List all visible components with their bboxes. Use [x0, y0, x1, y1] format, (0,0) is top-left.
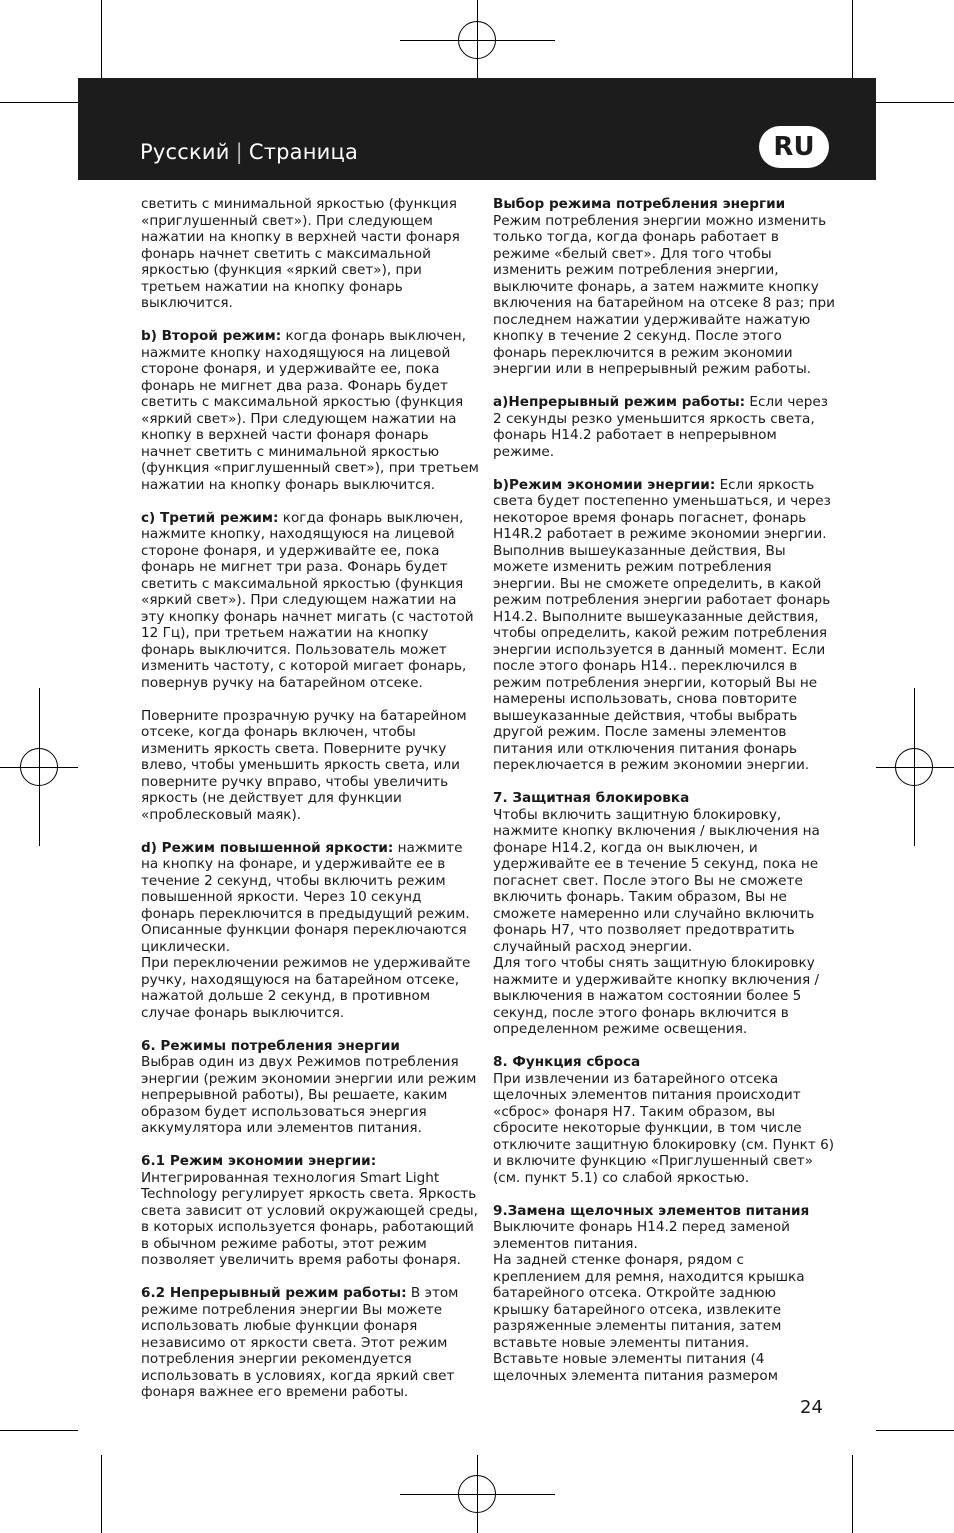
section-6: 6. Режимы потребления энергии Выбрав один из двух Режимов потребления энергии (режим экономии энергии или режим непрерывной работы), Вы решаете, каким образом будет использоваться энергия аккумулятора или элементов питания. [141, 1038, 479, 1137]
section-6-2: 6.2 Непрерывный режим работы: В этом режиме потребления энергии Вы можете использовать любые функции фонаря независимо от яркости света. Этот режим потребления энергии рекомендуется использовать в условиях, когда яркий свет фонаря важнее его времени работы. [141, 1285, 459, 1400]
language-name: Русский [140, 140, 230, 164]
mode-a-label: a)Непрерывный режим работы: [493, 394, 746, 410]
crop-mark [0, 102, 78, 103]
page-number: 24 [800, 1397, 823, 1418]
paragraph-mode-c: c) Третий режим: когда фонарь выключен, нажмите кнопку, находящуюся на лицевой стороне фонаря, и удерживайте ее, пока фонарь не мигнет три раза. Фонарь будет светить с максимальной яркостью (функция «яркий свет»). При следующем нажатии на эту кнопку фонарь начнет мигать (с частотой 12 Гц), при третьем нажатии на кнопку фонарь выключится. Пользователь может изменить частоту, с которой мигает фонарь, повернув ручку на батарейном отсеке. [141, 509, 474, 691]
crop-mark [101, 1455, 102, 1533]
section-heading: 7. Защитная блокировка [493, 790, 690, 806]
mode-b-label: b)Режим экономии энергии: [493, 476, 716, 493]
mode-c-label: c) Третий режим: [141, 509, 279, 526]
section-heading: 6. Режимы потребления энергии [141, 1037, 400, 1054]
mode-b-label: b) Второй режим: [141, 328, 282, 344]
section-7: 7. Защитная блокировка Чтобы включить защитную блокировку, нажмите кнопку включения / выключения на фонаре H14.2, когда он выключен, и удерживайте ее в течение 5 секунд, пока не погаснет свет. После этого Вы не сможете включить фонарь. Таким образом, Вы не сможете намеренно или случайно включить фонарь H7, что позволяет предотвратить случайный расход энергии. [493, 790, 835, 955]
crop-mark [852, 0, 853, 78]
paragraph: На задней стенке фонаря, рядом с креплением для ремня, находится крышка батарейного отсека. Откройте заднюю крышку батарейного отсека, извлеките разряженные элементы питания, затем вставьте новые элементы питания. [493, 1252, 805, 1351]
paragraph: При переключении режимов не удерживайте ручку, находящуюся на батарейном отсеке, нажатой дольше 2 секунд, в противном случае фонарь выключится. [141, 955, 471, 1021]
crop-mark [876, 102, 954, 103]
section-6-1: 6.1 Режим экономии энергии: Интегрированная технология Smart Light Technology регулирует яркость света. Яркость света зависит от условий окружающей среды, в которых используется фонарь, работающий в обычном режиме работы, этот режим позволяет увеличить время работы фонаря. [141, 1153, 478, 1268]
crop-mark [0, 1430, 78, 1431]
header-title [140, 140, 358, 164]
paragraph-mode-b: b) Второй режим: когда фонарь выключен, нажмите кнопку находящуюся на лицевой стороне фонаря, и удерживайте ее, пока фонарь не мигнет два раза. Фонарь будет светить с максимальной яркостью (функция «яркий свет»). При следующем нажатии на кнопку в верхней части фонаря фонарь начнет светить с минимальной яркостью (функция «приглушенный свет»), при третьем нажатии на кнопку фонарь выключится. [141, 328, 479, 493]
section-heading: 8. Функция сброса [493, 1054, 641, 1070]
paragraph-mode-d: d) Режим повышенной яркости: нажмите на кнопку на фонаре, и удерживайте ее в течение 2 секунд, чтобы включить режим повышенной яркости. Через 10 секунд фонарь переключится в предыдущий режим. Описанные функции фонаря переключаются циклически. [141, 839, 470, 955]
paragraph: Вставьте новые элементы питания (4 щелочных элемента питания размером [493, 1351, 778, 1384]
section-heading: Выбор режима потребления энергии [493, 196, 786, 212]
page-header [78, 78, 876, 180]
section-heading: 9.Замена щелочных элементов питания [493, 1202, 810, 1219]
crop-mark [852, 1455, 853, 1533]
section-name: Страница [248, 140, 359, 164]
right-column [493, 196, 835, 1384]
section-9: 9.Замена щелочных элементов питания Выключите фонарь H14.2 перед заменой элементов питания. [493, 1203, 835, 1253]
paragraph-mode-b: b)Режим экономии энергии: Если яркость света будет постепенно уменьшаться, и через некоторое время фонарь погаснет, фонарь H14R.2 работает в режиме экономии энергии. Выполнив вышеуказанные действия, Вы можете изменить режим потребления энергии. Вы не сможете определить, в какой режим потребления энергии работает фонарь H14.2. Выполните вышеуказанные действия, чтобы определить, какой режим потребления энергии используется в данный момент. Если после этого фонарь H14.. переключился в режим потребления энергии, который Вы не намерены использовать, снова повторите вышеуказанные действия, чтобы выбрать другой режим. После замены элементов питания или отключения питания фонарь переключается в режим экономии энергии. [493, 476, 831, 773]
section-8: 8. Функция сброса При извлечении из батарейного отсека щелочных элементов питания происходит «сброс» фонаря H7. Таким образом, вы сбросите некоторые функции, в том числе отключите защитную блокировку (см. Пункт 6) и включите функцию «Приглушенный свет» (см. пункт 5.1) со слабой яркостью. [493, 1054, 835, 1186]
mode-d-label: d) Режим повышенной яркости: [141, 839, 394, 856]
title-separator: | [235, 140, 243, 164]
section-heading: 6.1 Режим экономии энергии: [141, 1153, 377, 1169]
section-heading: 6.2 Непрерывный режим работы: [141, 1285, 407, 1301]
language-badge: RU [759, 126, 829, 168]
left-column [141, 196, 479, 1417]
paragraph-mode-a: a)Непрерывный режим работы: Если через 2 секунды резко уменьшится яркость света, фонарь H14.2 работает в непрерывном режиме. [493, 394, 828, 460]
paragraph: Поверните прозрачную ручку на батарейном отсеке, когда фонарь включен, чтобы изменить яркость света. Поверните ручку влево, чтобы уменьшить яркость света, или поверните ручку вправо, чтобы увеличить яркость (не действует для функции «проблесковый маяк). [141, 707, 467, 823]
paragraph: Для того чтобы снять защитную блокировку нажмите и удерживайте кнопку включения / выключения в нажатом состоянии более 5 секунд, после этого фонарь включится в определенном режиме освещения. [493, 955, 820, 1037]
crop-mark [876, 1430, 954, 1431]
paragraph: светить с минимальной яркостью (функция «приглушенный свет»). При следующем нажатии на кнопку в верхней части фонаря фонарь начнет светить с максимальной яркостью (функция «яркий свет»), при третьем нажатии на кнопку фонарь выключится. [141, 196, 460, 311]
crop-mark [101, 0, 102, 78]
section-mode-select: Выбор режима потребления энергии Режим потребления энергии можно изменить только тогда, когда фонарь работает в режиме «белый свет». Для того чтобы изменить режим потребления энергии, выключите фонарь, а затем нажмите кнопку включения на батарейном на отсеке 8 раз; при последнем нажатии удерживайте нажатую кнопку в течение 2 секунд. После этого фонарь переключится в режим экономии энергии или в непрерывный режим работы. [493, 196, 835, 377]
